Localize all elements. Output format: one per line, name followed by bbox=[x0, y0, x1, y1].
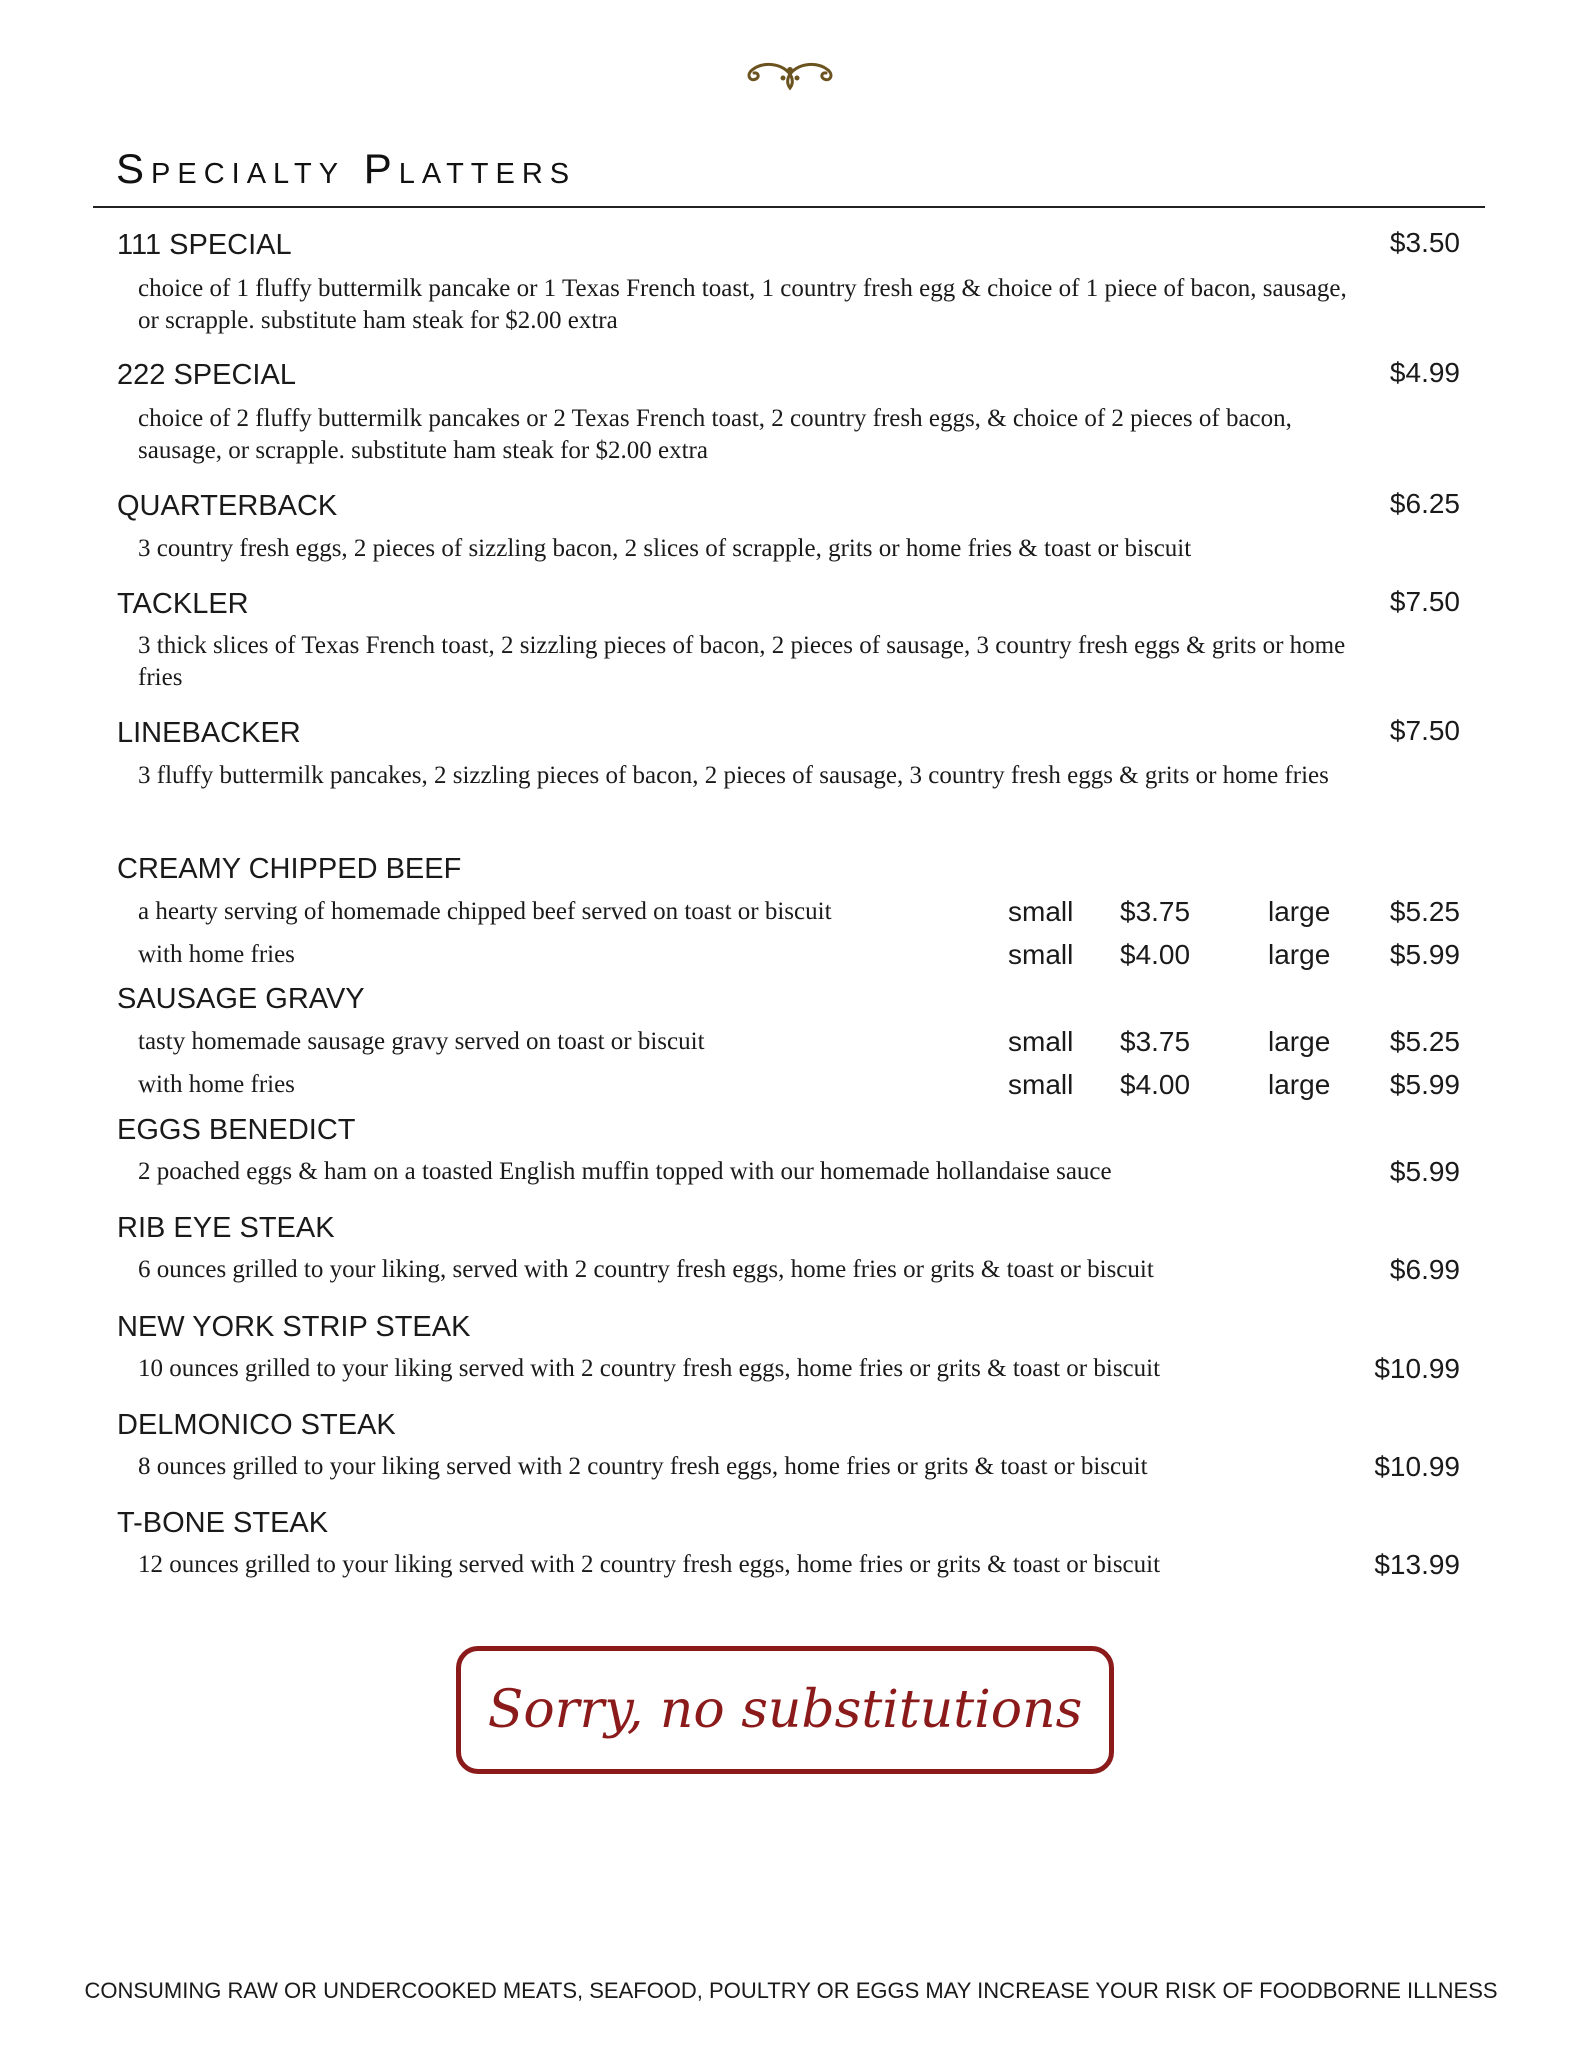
item-description: 10 ounces grilled to your liking served with 2 country fresh eggs, home fries or grits & toast or biscuit bbox=[138, 1355, 1161, 1382]
small-price: $3.75 bbox=[1120, 1026, 1191, 1057]
small-label: small bbox=[1008, 1069, 1074, 1100]
size-price-row bbox=[138, 1069, 1460, 1101]
item-price: $10.99 bbox=[1374, 1451, 1460, 1482]
item-description: tasty homemade sausage gravy served on toast or biscuit bbox=[138, 1028, 705, 1055]
title-divider bbox=[93, 206, 1485, 208]
small-label: small bbox=[1008, 1026, 1074, 1057]
item-name: LINEBACKER bbox=[117, 717, 301, 749]
item-price: $13.99 bbox=[1374, 1549, 1460, 1580]
item-price: $7.50 bbox=[1389, 586, 1460, 617]
large-price: $5.99 bbox=[1389, 1069, 1460, 1100]
size-price-row bbox=[138, 896, 1460, 928]
item-name: CREAMY CHIPPED BEEF bbox=[117, 853, 462, 885]
item-price: $7.50 bbox=[1389, 715, 1460, 746]
item-name: T-BONE STEAK bbox=[117, 1507, 329, 1539]
large-label: large bbox=[1268, 1069, 1331, 1100]
item-description: choice of 1 fluffy buttermilk pancake or 1 Texas French toast, 1 country fresh egg & choice of 1 piece of bacon, sausage, or scrapple. substitute ham steak for $2.00 extra bbox=[138, 275, 1347, 334]
large-price: $5.99 bbox=[1389, 939, 1460, 970]
item-description: 3 thick slices of Texas French toast, 2 sizzling pieces of bacon, 2 pieces of sausage, 3 country fresh eggs & grits or home fries bbox=[138, 632, 1346, 691]
health-warning-footer: CONSUMING RAW OR UNDERCOOKED MEATS, SEAFOOD, POULTRY OR EGGS MAY INCREASE YOUR RISK OF FOODBORNE ILLNESS bbox=[84, 1978, 1498, 2003]
item-description: 3 fluffy buttermilk pancakes, 2 sizzling pieces of bacon, 2 pieces of sausage, 3 country fresh eggs & grits or home fries bbox=[138, 762, 1329, 789]
item-price: $4.99 bbox=[1389, 357, 1460, 388]
small-label: small bbox=[1008, 939, 1074, 970]
item-price: $6.25 bbox=[1389, 488, 1460, 519]
item-description: 2 poached eggs & ham on a toasted English muffin topped with our homemade hollandaise sauce bbox=[138, 1158, 1112, 1185]
item-name: TACKLER bbox=[117, 588, 249, 620]
item-price: $6.99 bbox=[1389, 1254, 1460, 1285]
item-price: $10.99 bbox=[1374, 1353, 1460, 1384]
size-price-row bbox=[138, 939, 1460, 971]
notice-text: Sorry, no substitutions bbox=[487, 1680, 1083, 1740]
item-name: 111 SPECIAL bbox=[117, 229, 292, 261]
large-label: large bbox=[1268, 939, 1331, 970]
item-name: RIB EYE STEAK bbox=[117, 1212, 335, 1244]
item-name: 222 SPECIAL bbox=[117, 359, 296, 391]
item-price: $5.99 bbox=[1389, 1156, 1460, 1187]
item-description: with home fries bbox=[138, 1071, 295, 1098]
large-price: $5.25 bbox=[1389, 1026, 1460, 1057]
item-description: choice of 2 fluffy buttermilk pancakes or 2 Texas French toast, 2 country fresh eggs, & choice of 2 pieces of bacon, sausage, or scrapple. substitute ham steak for $2.00 extra bbox=[138, 405, 1292, 464]
item-description: 12 ounces grilled to your liking served with 2 country fresh eggs, home fries or grits & toast or biscuit bbox=[138, 1551, 1161, 1578]
section-title: Specialty Platters bbox=[116, 145, 577, 192]
item-description: 3 country fresh eggs, 2 pieces of sizzling bacon, 2 slices of scrapple, grits or home fries & toast or biscuit bbox=[138, 535, 1192, 562]
large-label: large bbox=[1268, 896, 1331, 927]
item-name: QUARTERBACK bbox=[117, 490, 338, 522]
item-name: NEW YORK STRIP STEAK bbox=[117, 1311, 471, 1343]
item-name: DELMONICO STEAK bbox=[117, 1409, 396, 1441]
flourish-ornament-icon bbox=[740, 52, 840, 92]
small-price: $4.00 bbox=[1120, 1069, 1191, 1100]
item-description: 8 ounces grilled to your liking served with 2 country fresh eggs, home fries or grits & toast or biscuit bbox=[138, 1453, 1148, 1480]
no-substitutions-notice bbox=[456, 1646, 1114, 1774]
item-description: with home fries bbox=[138, 941, 295, 968]
small-label: small bbox=[1008, 896, 1074, 927]
item-description: 6 ounces grilled to your liking, served with 2 country fresh eggs, home fries or grits & toast or biscuit bbox=[138, 1256, 1154, 1283]
item-name: EGGS BENEDICT bbox=[117, 1114, 356, 1146]
large-label: large bbox=[1268, 1026, 1331, 1057]
size-price-row bbox=[138, 1026, 1460, 1058]
small-price: $3.75 bbox=[1120, 896, 1191, 927]
large-price: $5.25 bbox=[1389, 896, 1460, 927]
item-price: $3.50 bbox=[1389, 227, 1460, 258]
small-price: $4.00 bbox=[1120, 939, 1191, 970]
item-description: a hearty serving of homemade chipped beef served on toast or biscuit bbox=[138, 898, 832, 925]
item-name: SAUSAGE GRAVY bbox=[117, 983, 365, 1015]
